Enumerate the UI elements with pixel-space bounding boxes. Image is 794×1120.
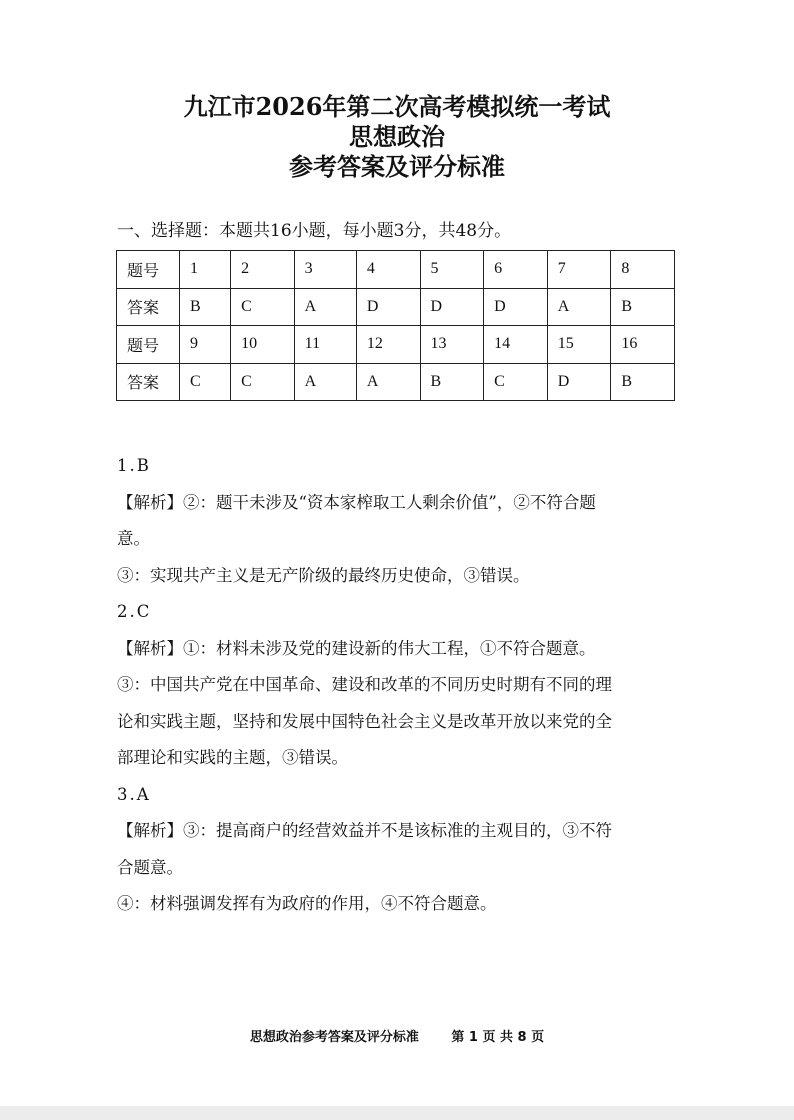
table-cell: D — [547, 363, 611, 401]
table-cell: 5 — [420, 251, 484, 289]
table-row — [117, 363, 675, 401]
table-cell: 8 — [611, 251, 675, 289]
table-cell: A — [294, 363, 356, 401]
question-number: 3.A — [117, 784, 151, 804]
row-label: 答案 — [117, 363, 180, 401]
answer-table — [116, 250, 675, 401]
table-cell: 4 — [356, 251, 420, 289]
table-row — [117, 326, 675, 364]
table-cell: 2 — [231, 251, 295, 289]
table-cell: C — [484, 363, 548, 401]
section-heading: 一、选择题：本题共16小题，每小题3分，共48分。 — [117, 221, 512, 241]
table-cell: 3 — [294, 251, 356, 289]
explanation-line: 【解析】①：材料未涉及党的建设新的伟大工程，①不符合题意。 — [117, 638, 596, 658]
explanation-line: 合题意。 — [117, 857, 183, 877]
table-cell: 9 — [180, 326, 231, 364]
table-cell: A — [547, 288, 611, 326]
explanation-line: ③：中国共产党在中国革命、建设和改革的不同历史时期有不同的理 — [117, 675, 612, 694]
title-block — [0, 92, 794, 182]
table-cell: C — [231, 288, 295, 326]
table-cell: D — [356, 288, 420, 326]
question-number: 1.B — [117, 456, 151, 475]
explanations — [117, 448, 680, 923]
table-cell: C — [231, 363, 295, 401]
table-cell: B — [611, 363, 675, 401]
explanation-line: 【解析】②：题干未涉及“资本家榨取工人剩余价值”，②不符合题 — [117, 492, 596, 512]
table-cell: C — [180, 363, 231, 401]
row-label: 题号 — [117, 251, 180, 289]
table-cell: 7 — [547, 251, 611, 289]
table-cell: B — [180, 288, 231, 326]
row-label: 答案 — [117, 288, 180, 326]
explanation-line: 部理论和实践的主题，③错误。 — [117, 748, 348, 767]
footer-page-info: 第 1 页 共 8 页 — [451, 1030, 545, 1045]
explanation-line: 意。 — [117, 529, 150, 548]
table-cell: 10 — [231, 326, 295, 364]
explanation-line: ③：实现共产主义是无产阶级的最终历史使命，③错误。 — [117, 565, 530, 585]
page-footer — [0, 1026, 794, 1045]
explanation-line: ④：材料强调发挥有为政府的作用，④不符合题意。 — [117, 894, 497, 913]
table-cell: 1 — [180, 251, 231, 289]
table-cell: 12 — [356, 326, 420, 364]
bottom-strip — [0, 1106, 794, 1120]
exam-title: 九江市2026年第二次高考模拟统一考试 — [183, 92, 611, 121]
table-cell: 13 — [420, 326, 484, 364]
table-cell: B — [420, 363, 484, 401]
table-cell: 16 — [611, 326, 675, 364]
table-cell: 15 — [547, 326, 611, 364]
explanation-line: 【解析】③：提高商户的经营效益并不是该标准的主观目的，③不符 — [117, 821, 612, 840]
subject-title: 思想政治 — [349, 122, 445, 151]
table-cell: A — [356, 363, 420, 401]
table-cell: 14 — [484, 326, 548, 364]
table-cell: D — [420, 288, 484, 326]
answer-key-title: 参考答案及评分标准 — [289, 152, 505, 181]
question-number: 2.C — [117, 602, 152, 621]
table-cell: B — [611, 288, 675, 326]
table-row — [117, 251, 675, 289]
row-label: 题号 — [117, 326, 180, 364]
table-cell: 11 — [294, 326, 356, 364]
table-cell: 6 — [484, 251, 548, 289]
table-row — [117, 288, 675, 326]
table-cell: D — [484, 288, 548, 326]
footer-doc-name: 思想政治参考答案及评分标准 — [249, 1030, 419, 1045]
explanation-line: 论和实践主题，坚持和发展中国特色社会主义是改革开放以来党的全 — [117, 711, 612, 731]
table-cell: A — [294, 288, 356, 326]
